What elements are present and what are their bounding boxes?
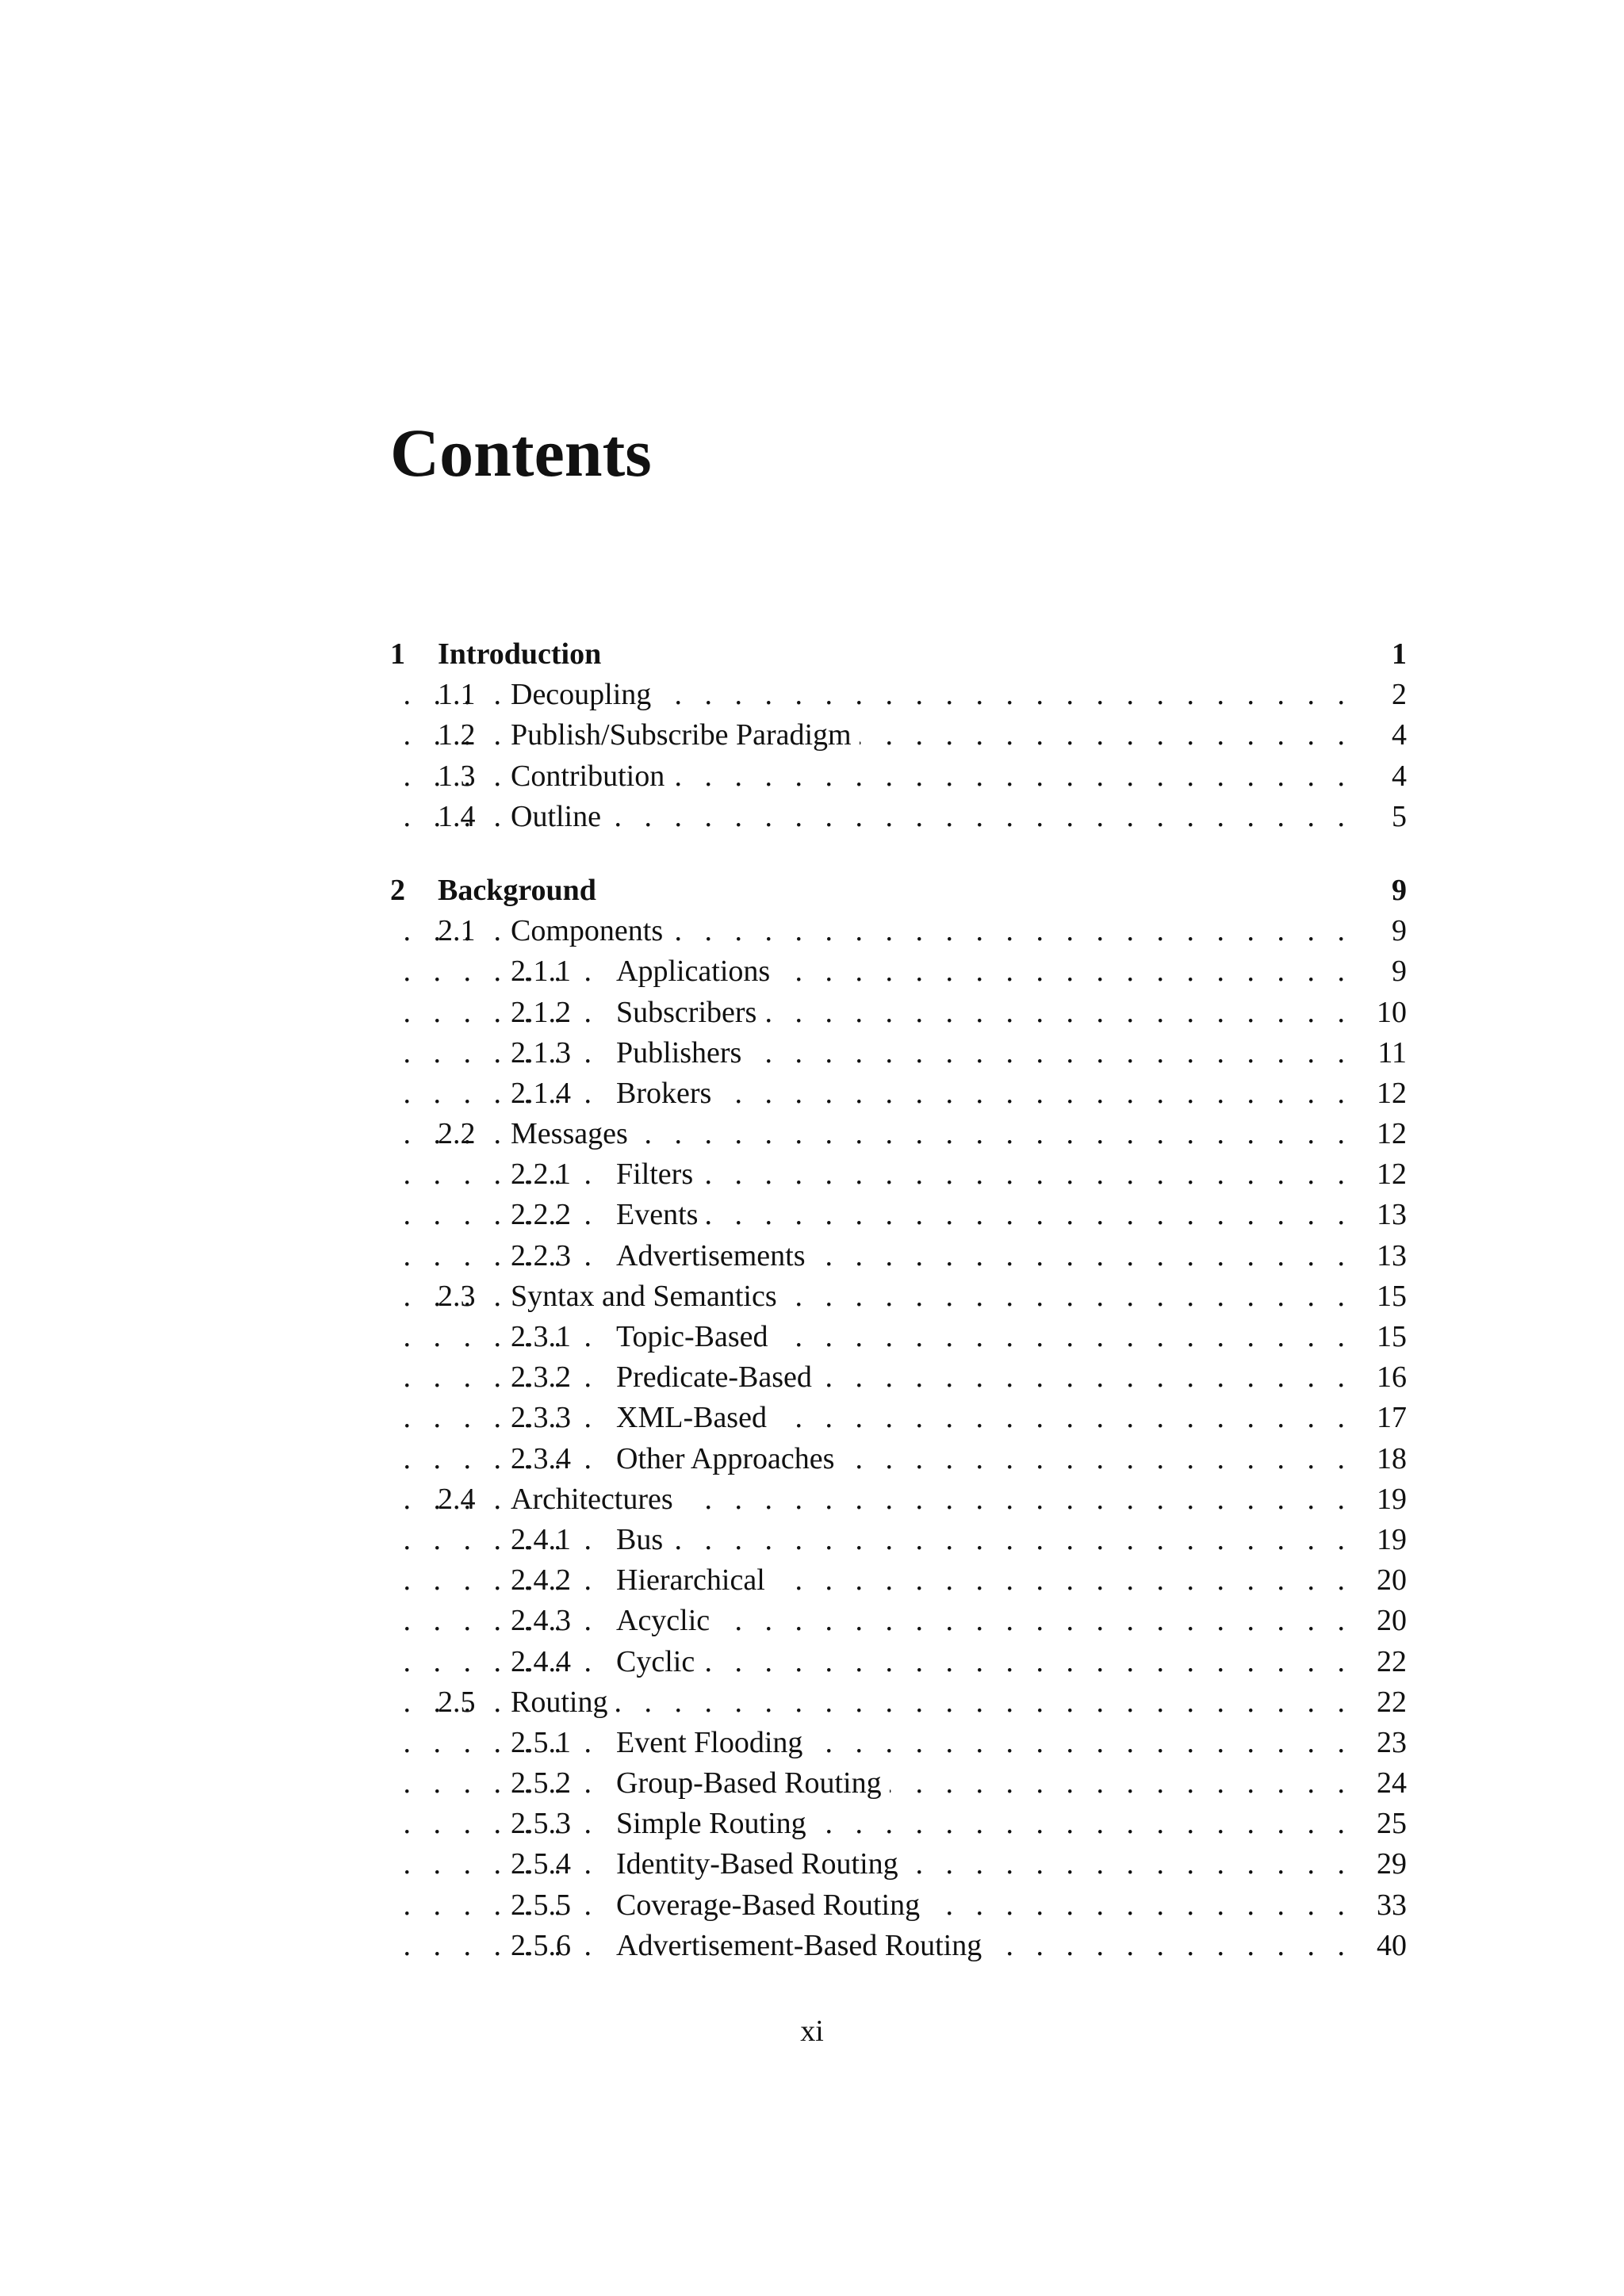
- toc-entry-number: 2.3.1: [511, 1320, 571, 1353]
- toc-subsection-entry[interactable]: [390, 1763, 1407, 1804]
- toc-entry-number: 2.3: [438, 1279, 476, 1313]
- toc-entry-title: Publishers: [616, 1033, 749, 1073]
- toc-subsection-entry[interactable]: [390, 1844, 1407, 1885]
- toc-entry-page: 4: [1392, 759, 1407, 793]
- toc-section-entry[interactable]: [390, 675, 1407, 715]
- toc-entry-number: 2.1.2: [511, 995, 571, 1029]
- table-of-contents: [390, 634, 1407, 1966]
- toc-section-entry[interactable]: [390, 1479, 1407, 1520]
- toc-entry-page: 9: [1392, 914, 1407, 948]
- toc-dot-leader: [390, 993, 1345, 1033]
- toc-entry-page: 5: [1392, 799, 1407, 833]
- toc-entry-title: Subscribers: [616, 993, 764, 1033]
- toc-entry-number: 2.4.4: [511, 1644, 571, 1678]
- toc-entry-number: 2.3.3: [511, 1401, 571, 1435]
- toc-dot-leader: [390, 1723, 1345, 1763]
- toc-entry-number: 2.1.1: [511, 955, 571, 989]
- toc-entry-title: Brokers: [616, 1073, 719, 1114]
- toc-entry-title: Identity-Based Routing: [616, 1844, 906, 1885]
- toc-entry-page: 1: [1392, 637, 1407, 671]
- toc-entry-page: 13: [1377, 1238, 1407, 1272]
- toc-dot-leader: [390, 1073, 1345, 1114]
- toc-entry-title: Advertisements: [616, 1236, 814, 1276]
- toc-dot-leader: [390, 1520, 1345, 1560]
- toc-entry-number: 2.2.3: [511, 1238, 571, 1272]
- toc-entry-title: Decoupling: [511, 675, 659, 715]
- toc-entry-page: 2: [1392, 678, 1407, 712]
- toc-entry-page: 40: [1377, 1928, 1407, 1962]
- toc-entry-number: 2: [390, 873, 405, 907]
- toc-dot-leader: [390, 1601, 1345, 1641]
- toc-entry-page: 20: [1377, 1604, 1407, 1638]
- toc-dot-leader: [390, 1398, 1345, 1438]
- toc-entry-page: 4: [1392, 718, 1407, 752]
- toc-subsection-entry[interactable]: [390, 1560, 1407, 1601]
- toc-subsection-entry[interactable]: [390, 1398, 1407, 1438]
- toc-entry-page: 25: [1377, 1807, 1407, 1841]
- toc-entry-number: 1.2: [438, 718, 476, 752]
- toc-dot-leader: [390, 1642, 1345, 1682]
- toc-entry-page: 23: [1377, 1725, 1407, 1759]
- toc-entry-number: 2.5.2: [511, 1766, 571, 1800]
- toc-chapter-entry[interactable]: [390, 871, 1407, 911]
- toc-entry-title: Outline: [511, 797, 609, 837]
- toc-entry-title: Components: [511, 911, 671, 951]
- toc-dot-leader: [390, 1317, 1345, 1357]
- toc-entry-number: 2.2.1: [511, 1158, 571, 1192]
- toc-entry-number: 2.5.5: [511, 1888, 571, 1922]
- toc-entry-number: 1.4: [438, 799, 476, 833]
- toc-entry-page: 11: [1377, 1035, 1407, 1070]
- toc-entry-number: 2.5: [438, 1685, 476, 1719]
- toc-entry-title: Hierarchical: [616, 1560, 773, 1601]
- toc-entry-title: Acyclic: [616, 1601, 718, 1641]
- toc-entry-page: 15: [1377, 1320, 1407, 1353]
- toc-subsection-entry[interactable]: [390, 1033, 1407, 1073]
- toc-entry-number: 2.5.4: [511, 1847, 571, 1881]
- toc-entry-title: Routing: [511, 1682, 615, 1723]
- toc-entry-number: 2.2: [438, 1117, 476, 1151]
- toc-entry-number: 1.1: [438, 678, 476, 712]
- toc-entry-title: Other Approaches: [616, 1439, 842, 1479]
- toc-entry-number: 2.4.1: [511, 1522, 571, 1556]
- toc-entry-number: 1.3: [438, 759, 476, 793]
- toc-entry-page: 24: [1377, 1766, 1407, 1800]
- toc-subsection-entry[interactable]: [390, 1195, 1407, 1235]
- toc-entry-page: 29: [1377, 1847, 1407, 1881]
- toc-entry-page: 10: [1377, 995, 1407, 1029]
- toc-subsection-entry[interactable]: [390, 1804, 1407, 1844]
- toc-section-entry[interactable]: [390, 1682, 1407, 1723]
- toc-entry-number: 2.1.3: [511, 1035, 571, 1070]
- toc-entry-title: Bus: [616, 1520, 671, 1560]
- toc-entry-page: 22: [1377, 1644, 1407, 1678]
- toc-entry-page: 16: [1377, 1360, 1407, 1395]
- toc-subsection-entry[interactable]: [390, 1642, 1407, 1682]
- page-number: xi: [800, 2015, 824, 2048]
- toc-entry-number: 2.1.4: [511, 1076, 571, 1110]
- toc-dot-leader: [390, 951, 1345, 992]
- toc-entry-title: Background: [438, 871, 604, 911]
- toc-entry-title: Applications: [616, 951, 778, 992]
- toc-dot-leader: [390, 1439, 1345, 1479]
- toc-entry-title: Introduction: [438, 634, 609, 675]
- toc-entry-number: 2.4: [438, 1482, 476, 1516]
- toc-entry-title: Advertisement-Based Routing: [616, 1926, 990, 1966]
- toc-entry-page: 20: [1377, 1563, 1407, 1598]
- toc-entry-page: 15: [1377, 1279, 1407, 1313]
- toc-entry-title: Messages: [511, 1114, 636, 1154]
- toc-entry-number: 1: [390, 637, 405, 671]
- toc-dot-leader: [390, 1804, 1345, 1844]
- toc-subsection-entry[interactable]: [390, 1723, 1407, 1763]
- toc-section-entry[interactable]: [390, 1114, 1407, 1154]
- toc-entry-number: 2.4.3: [511, 1604, 571, 1638]
- toc-entry-page: 18: [1377, 1441, 1407, 1475]
- toc-entry-page: 17: [1377, 1401, 1407, 1435]
- toc-section-entry[interactable]: [390, 756, 1407, 797]
- toc-entry-page: 9: [1392, 873, 1407, 907]
- toc-entry-number: 2.3.4: [511, 1441, 571, 1475]
- toc-subsection-entry[interactable]: [390, 1357, 1407, 1398]
- toc-entry-page: 19: [1377, 1522, 1407, 1556]
- toc-entry-title: Cyclic: [616, 1642, 703, 1682]
- toc-entry-number: 2.5.1: [511, 1725, 571, 1759]
- toc-subsection-entry[interactable]: [390, 1073, 1407, 1114]
- toc-entry-title: Predicate-Based: [616, 1357, 820, 1398]
- toc-entry-title: Event Flooding: [616, 1723, 810, 1763]
- toc-subsection-entry[interactable]: [390, 1154, 1407, 1195]
- toc-section-entry[interactable]: [390, 715, 1407, 756]
- toc-entry-number: 2.2.2: [511, 1198, 571, 1232]
- toc-subsection-entry[interactable]: [390, 1317, 1407, 1357]
- toc-subsection-entry[interactable]: [390, 1926, 1407, 1966]
- toc-subsection-entry[interactable]: [390, 951, 1407, 992]
- toc-dot-leader: [390, 1195, 1345, 1235]
- toc-dot-leader: [390, 1033, 1345, 1073]
- toc-entry-page: 12: [1377, 1117, 1407, 1151]
- toc-entry-page: 12: [1377, 1158, 1407, 1192]
- toc-entry-title: XML-Based: [616, 1398, 775, 1438]
- toc-entry-title: Contribution: [511, 756, 672, 797]
- toc-dot-leader: [390, 1357, 1345, 1398]
- toc-dot-leader: [390, 1154, 1345, 1195]
- toc-section-entry[interactable]: [390, 797, 1407, 837]
- toc-entry-page: 13: [1377, 1198, 1407, 1232]
- toc-chapter-entry[interactable]: [390, 634, 1407, 675]
- toc-subsection-entry[interactable]: [390, 1885, 1407, 1926]
- toc-entry-title: Events: [616, 1195, 706, 1235]
- toc-entry-number: 2.5.3: [511, 1807, 571, 1841]
- toc-entry-title: Publish/Subscribe Paradigm: [511, 715, 860, 756]
- toc-subsection-entry[interactable]: [390, 993, 1407, 1033]
- toc-entry-number: 2.5.6: [511, 1928, 571, 1962]
- toc-entry-page: 19: [1377, 1482, 1407, 1516]
- toc-dot-leader: [390, 1560, 1345, 1601]
- toc-entry-title: Coverage-Based Routing: [616, 1885, 928, 1926]
- toc-entry-title: Architectures: [511, 1479, 681, 1520]
- toc-entry-page: 33: [1377, 1888, 1407, 1922]
- toc-entry-number: 2.3.2: [511, 1360, 571, 1395]
- toc-subsection-entry[interactable]: [390, 1439, 1407, 1479]
- toc-subsection-entry[interactable]: [390, 1520, 1407, 1560]
- toc-entry-title: Group-Based Routing: [616, 1763, 890, 1804]
- toc-section-entry[interactable]: [390, 911, 1407, 951]
- toc-entry-page: 9: [1392, 955, 1407, 989]
- toc-entry-title: Simple Routing: [616, 1804, 814, 1844]
- toc-section-entry[interactable]: [390, 1276, 1407, 1317]
- toc-subsection-entry[interactable]: [390, 1601, 1407, 1641]
- toc-entry-page: 22: [1377, 1685, 1407, 1719]
- toc-dot-leader: [390, 1236, 1345, 1276]
- toc-entry-number: 2.1: [438, 914, 476, 948]
- toc-entry-number: 2.4.2: [511, 1563, 571, 1598]
- toc-entry-title: Topic-Based: [616, 1317, 776, 1357]
- toc-entry-title: Syntax and Semantics: [511, 1276, 785, 1317]
- page-title: Contents: [390, 415, 652, 491]
- toc-entry-title: Filters: [616, 1154, 701, 1195]
- toc-subsection-entry[interactable]: [390, 1236, 1407, 1276]
- toc-entry-page: 12: [1377, 1076, 1407, 1110]
